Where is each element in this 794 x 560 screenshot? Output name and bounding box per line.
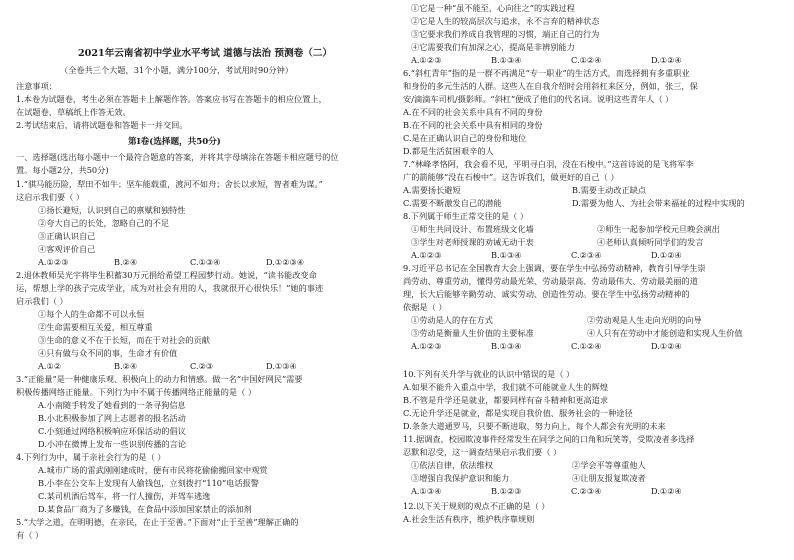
q5-option-c[interactable]: C.①②④ (571, 55, 602, 65)
q9-stem: 依据是（ ） (403, 302, 447, 312)
q1-option-b[interactable]: B.②④ (114, 257, 138, 267)
q1-item: ②夸大自己的长处，忽略自己的不足 (38, 218, 170, 228)
q8-item: ①师生共同设计、布置班级文化墙 (411, 224, 534, 234)
q2-option-a[interactable]: A.①② (38, 361, 62, 371)
notice-line: 2.考试结束后，请将试题卷和答题卡一并交回。 (16, 120, 188, 130)
q4-choice-b[interactable]: B.小李在公交车上发现有人偷钱包，立刻拨打“110”电话报警 (38, 478, 259, 488)
q6-choice-a[interactable]: A.在不同的社会关系中具有不同的身份 (403, 107, 543, 117)
q6-choice-b[interactable]: B.在不同的社会关系中具有相同的身份 (403, 120, 543, 130)
q9-stem: 理，长大后能够辛勤劳动、诚实劳动、创造性劳动。要在学生中弘扬劳动精神的 (403, 289, 690, 299)
q10-choice-d[interactable]: D.条条大道通罗马，只要不断进取、努力向上，每个人都会有光明的未来 (403, 421, 666, 431)
exam-title: 2021年云南省初中学业水平考试 道德与法治 预测卷（二） (78, 48, 333, 59)
q11-stem: 忍默和忍受，这一调查结果启示我们要（ ） (403, 447, 562, 457)
q1-stem: 这启示我们要（ ） (16, 192, 85, 202)
q1-option-a[interactable]: A.①②③ (38, 257, 69, 267)
q11-item: ③增强自我保护意识和能力 (411, 473, 510, 483)
q9-option-d[interactable]: D.①②④ (651, 341, 682, 351)
q11-option-d[interactable]: D.①②④ (651, 486, 682, 496)
q7-choice-d[interactable]: D.需要为他人、为社会带来福祉的过程中实现的 (572, 198, 745, 208)
q2-option-b[interactable]: B.②④ (114, 361, 138, 371)
q10-choice-b[interactable]: B.不管是升学还是就业，都要同样有奋斗精神和更高追求 (403, 395, 609, 405)
q2-item: ④只有做与众不同的事，生命才有价值 (38, 348, 178, 358)
q6-stem: 6.“斜杠青年”指的是一群不再满足“专一职业”的生活方式，而选择拥有多重职业 (403, 68, 690, 78)
exam-subtitle: （全卷共三个大题，31个小题，满分100分，考试用时90分钟） (60, 65, 293, 75)
q2-item: ①每个人的生命都不可以永恒 (38, 309, 145, 319)
notice-line: 1.本卷为试题卷，考生必须在答题卡上解题作答。答案应书写在答题卡的相应位置上， (16, 94, 327, 104)
q11-option-c[interactable]: C.②③④ (571, 486, 602, 496)
q8-item: ③学生对老师授课的劝诫无动于衷 (411, 237, 534, 247)
section1-intro: 置。每小题2分，共50分) (16, 165, 109, 175)
q8-option-b[interactable]: B.①③④ (491, 250, 522, 260)
q8-stem: 8.下列属于师生正常交往的是（ ） (403, 211, 529, 221)
q8-option-d[interactable]: D.①②④ (651, 250, 682, 260)
q1-options (38, 256, 342, 269)
q2-option-c[interactable]: C.②③ (190, 361, 214, 371)
q6-choice-d[interactable]: D.都是生活贫困艰辛的人 (403, 146, 494, 156)
q6-choice-c[interactable]: C.是在正确认识自己的身份和地位 (403, 133, 527, 143)
q9-item: ①劳动是人的存在方式 (411, 315, 493, 325)
q12-stem: 12.以下关于规则的观点不正确的是（ ） (403, 501, 550, 511)
q1-option-c[interactable]: C.①③④ (190, 257, 221, 267)
q3-stem: 3.“正能量”是一种健康乐观、积极向上的动力和情感。做一名“中国好网民”需要 (16, 374, 303, 384)
q6-stem: 和身份的多元生活的人群。这些人在自我介绍时会用斜杠来区分，例如，张三，保 (403, 81, 698, 91)
notice-heading: 注意事项： (16, 81, 57, 91)
q2-option-d[interactable]: D.①③④ (266, 361, 297, 371)
section1-intro: 一、选择题(选出每小题中一个最符合题意的答案，并将其字母填涂在答题卡相应题号的位 (16, 152, 339, 162)
q6-stem: 安/滴滴车司机/摄影师。“斜杠”便成了他们的代名词。说明这些青年人（ ） (403, 94, 674, 104)
q11-option-b[interactable]: B.①②③ (491, 486, 522, 496)
q7-stem: 广的箭能够“没在石梭中”。这告诉我们，做更好的自己（ ） (403, 172, 619, 182)
q9-item: ③劳动是衡量人生价值的主要标准 (411, 328, 534, 338)
q8-item: ④老师认真倾听同学们的发言 (597, 237, 704, 247)
q8-option-c[interactable]: C.②③④ (571, 250, 602, 260)
q4-choice-d[interactable]: D.某食品厂商为了多赚钱，在食品中添加国家禁止的添加剂 (38, 504, 252, 514)
q11-option-a[interactable]: A.①③④ (411, 486, 442, 496)
q1-item: ①扬长避短，认识到自己的禀赋和独特性 (38, 205, 186, 215)
q7-choice-a[interactable]: A.需要扬长避短 (403, 185, 461, 195)
q11-item: ②学会平等尊重他人 (572, 460, 646, 470)
q9-option-a[interactable]: A.①②③ (411, 341, 442, 351)
q8-item: ②师生一起参加学校元旦晚会演出 (597, 224, 720, 234)
q1-item: ④客观评价自己 (38, 244, 96, 254)
q5-item: ④它需要我们有加深之心，提高是非辨别能力 (411, 42, 575, 52)
q5-stem: 5.“大学之道，在明明德，在亲民，在止于至善。”下面对“止于至善”理解正确的 (16, 517, 299, 527)
q12-choice-a[interactable]: A.社会生活有秩序，维护秩序靠规则 (403, 514, 535, 524)
q7-stem: 7.“林峰孝恪阿，我会看不见，平明寻白羽，没在石梭中。”这首诗说的是飞将军李 (403, 159, 694, 169)
q9-option-b[interactable]: B.①③④ (491, 341, 522, 351)
q11-options (411, 485, 731, 498)
q3-stem: 积极传播网络正能量。下列行为中不属于传播网络正能量的是（ ） (16, 387, 257, 397)
q3-choice-a[interactable]: A.小南随手转发了她看到的一条寻狗信息 (38, 400, 186, 410)
q3-choice-b[interactable]: B.小北积极参加了网上志愿者的报名活动 (38, 413, 186, 423)
q3-choice-d[interactable]: D.小冲在微博上发布一些识别传播的言论 (38, 439, 187, 449)
q10-choice-c[interactable]: C.无论升学还是就业，都是实现自我价值、服务社会的一种途径 (403, 408, 633, 418)
q2-item: ③生命的意义不在于长短，而在于对社会的贡献 (38, 335, 210, 345)
q10-choice-a[interactable]: A.如果不能升入重点中学，我们就不可能就业人生的辉煌 (403, 382, 609, 392)
q1-stem: 1.“骐马能历险，犁田不如牛；坚车能载重，渡河不如舟；舍长以求短，智者难为谋。” (16, 179, 323, 189)
q4-choice-c[interactable]: C.某司机酒后驾车，将一行人撞伤，并驾车逃逸 (38, 491, 211, 501)
q2-options (38, 360, 342, 373)
q2-stem: 启示我们（ ） (16, 296, 68, 306)
q9-options (411, 340, 731, 353)
notice-line: 在试题卷、草稿纸上作答无效。 (16, 107, 131, 117)
q2-stem: 2.退休教师吴光宇将毕生积蓄30万元捐给希望工程园梦行动。她说，“读书能改变命 (16, 270, 317, 280)
part1-heading: 第Ⅰ卷(选择题，共50分) (128, 137, 221, 147)
q5-options (411, 54, 731, 67)
q5-stem: 有（ ） (16, 530, 44, 540)
q4-stem: 4.下列行为中，属于亲社会行为的是（ ） (16, 452, 166, 462)
q2-item: ②生命需要相互关爱，相互尊重 (38, 322, 153, 332)
q5-option-d[interactable]: D.①②④ (651, 55, 682, 65)
q5-item: ②它是人生的较高层次与追求，永不言弃的精神状态 (411, 16, 600, 26)
q8-options (411, 249, 731, 262)
q5-item: ③它要求我们养成自我管理的习惯，端正自己的行为 (411, 29, 600, 39)
q1-option-d[interactable]: D.①②③④ (266, 257, 305, 267)
q11-item: ④让朋友报复欺凌者 (572, 473, 646, 483)
q9-stem: 9.习近平总书记在全国教育大会上强调，要在学生中弘扬劳动精神，教育引导学生崇 (403, 263, 706, 273)
q4-choice-a[interactable]: A.城市广场的雷武刚刚建成时，便有市民将花偷偷搬回家中观赏 (38, 465, 268, 475)
q2-stem: 运，帮想上学的孩子完成学业，成为对社会有用的人，我就很开心很快乐！”她的事迹 (16, 283, 324, 293)
q9-item: ②劳动观是人生走向光明的向导 (587, 315, 702, 325)
q5-option-a[interactable]: A.①②③ (411, 55, 442, 65)
q7-choice-c[interactable]: C.需要不断激发自己的潜能 (403, 198, 502, 208)
q5-item: ①它是一种“虽不能至，心向往之”的实践过程 (411, 3, 575, 13)
q9-item: ④人只有在劳动中才能创造和实现人生价值 (587, 328, 743, 338)
q5-option-b[interactable]: B.①③④ (491, 55, 522, 65)
q11-stem: 11.据调查，校园欺凌事件经常发生在同学之间的口角和玩笑等，受欺凌者多选择 (403, 434, 695, 444)
q9-option-c[interactable]: C.①②④ (571, 341, 602, 351)
q3-choice-c[interactable]: C.小刻通过网络积极响应环保活动的倡议 (38, 426, 186, 436)
q11-item: ①依法自律，依法维权 (411, 460, 493, 470)
q7-choice-b[interactable]: B.需要主动改正缺点 (572, 185, 647, 195)
q10-stem: 10.下列有关升学与就业的认识中错误的是（ ） (403, 369, 575, 379)
q1-item: ③正确认识自己 (38, 231, 96, 241)
q8-option-a[interactable]: A.①②③ (411, 250, 442, 260)
q9-stem: 尚劳动、尊重劳动，懂得劳动最光荣、劳动最崇高、劳动最伟大、劳动最美丽的道 (403, 276, 698, 286)
